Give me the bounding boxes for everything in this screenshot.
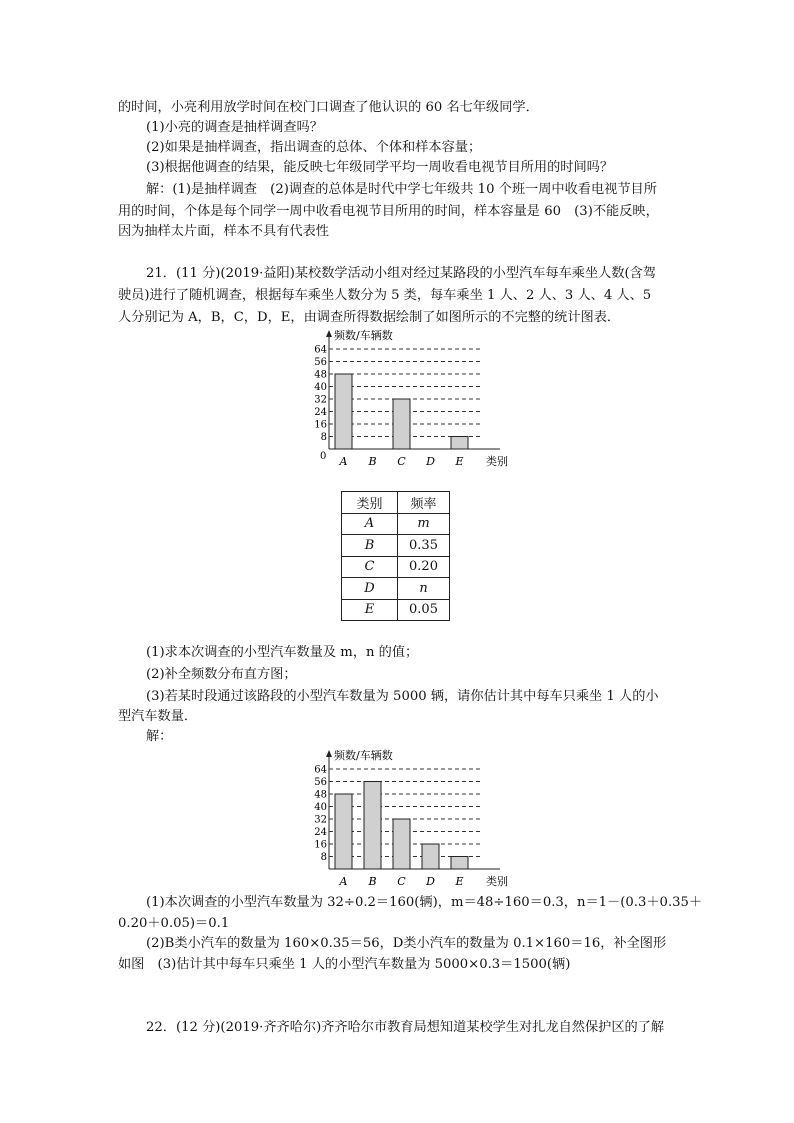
q20-sub-question: (3)根据他调查的结果，能反映七年级同学平均一周收看电视节目所用的时间吗？ <box>146 160 614 175</box>
table-cell-category: B <box>342 535 398 557</box>
x-tick-label: D <box>426 455 435 468</box>
y-tick-label: 56 <box>314 777 327 788</box>
histogram-complete <box>300 745 530 890</box>
bar-D <box>422 844 439 869</box>
bar-E <box>451 437 468 450</box>
table-row <box>342 535 450 557</box>
table-cell-frequency: m <box>398 513 450 535</box>
q21-solution-line: 如图 (3)估计其中每车只乘坐 1 人的小型汽车数量为 5000×0.3＝1500(辆) <box>118 957 571 972</box>
table-cell-category: A <box>342 513 398 535</box>
q20-sub-question: (2)如果是抽样调查，指出调查的总体、个体和样本容量； <box>146 140 482 155</box>
table-row <box>342 556 450 578</box>
q21-intro-line: 驶员)进行了随机调查，根据每车乘坐人数分为 5 类，每车乘坐 1 人、2 人、3 人、4 人、5 <box>118 288 652 303</box>
frequency-table <box>341 491 450 621</box>
table-cell-frequency: 0.35 <box>398 535 450 557</box>
y-tick-label: 56 <box>314 357 327 368</box>
y-axis-label: 频数/车辆数 <box>334 749 393 762</box>
table-cell-frequency: n <box>398 578 450 600</box>
table-header-row <box>342 492 450 514</box>
y-tick-label: 24 <box>314 407 327 418</box>
q21-question: (1)求本次调查的小型汽车数量及 m，n 的值； <box>146 645 419 660</box>
y-tick-label: 24 <box>314 827 327 838</box>
y-tick-label: 8 <box>320 432 327 443</box>
x-tick-label: B <box>368 455 377 468</box>
q21-solution-label: 解： <box>146 729 173 744</box>
table-row <box>342 513 450 535</box>
q21-question: (2)补全频数分布直方图； <box>146 667 297 682</box>
x-tick-label: E <box>455 875 464 888</box>
q20-sub-question: (1)小亮的调查是抽样调查吗？ <box>146 120 323 135</box>
bar-C <box>393 819 410 869</box>
x-tick-label: D <box>426 875 435 888</box>
q21-question: 型汽车数量． <box>118 709 198 724</box>
y-tick-label: 64 <box>314 764 327 776</box>
x-tick-label: C <box>397 455 406 468</box>
x-tick-label: C <box>397 875 406 888</box>
bar-E <box>451 857 468 870</box>
table-header-frequency: 频率 <box>398 492 450 514</box>
table-row <box>342 599 450 621</box>
q20-answer: 因为抽样太片面，样本不具有代表性 <box>118 224 329 239</box>
q21-intro-line: 人分别记为 A，B，C，D，E，由调查所得数据绘制了如图所示的不完整的统计图表． <box>118 310 621 325</box>
y-tick-label: 40 <box>314 382 327 393</box>
origin-label: 0 <box>320 451 327 462</box>
y-tick-label: 32 <box>314 814 327 826</box>
bar-A <box>335 794 352 869</box>
histogram-incomplete <box>300 325 530 470</box>
table-row <box>342 578 450 600</box>
table-cell-category: E <box>342 599 398 621</box>
bar-A <box>335 374 352 449</box>
y-tick-label: 32 <box>314 394 327 406</box>
table-cell-category: C <box>342 556 398 578</box>
y-axis-arrow <box>326 750 332 757</box>
bar-C <box>393 399 410 449</box>
q21-question: (3)若某时段通过该路段的小型汽车数量为 5000 辆，请你估计其中每车只乘坐 1 人的小 <box>146 689 659 704</box>
x-tick-label: B <box>368 875 377 888</box>
q21-intro-line: 21．(11 分)(2019·益阳)某校数学活动小组对经过某路段的小型汽车每车乘坐人数(含驾 <box>146 266 657 281</box>
q20-answer: 解：(1)是抽样调查 (2)调查的总体是时代中学七年级共 10 个班一周中收看电视节目所 <box>146 182 657 197</box>
y-tick-label: 64 <box>314 344 327 356</box>
y-tick-label: 8 <box>320 852 327 863</box>
q20-answer: 用的时间，个体是每个同学一周中收看电视节目所用的时间，样本容量是 60 (3)不能反映， <box>118 204 659 219</box>
q21-solution-line: (1)本次调查的小型汽车数量为 32÷0.2＝160(辆)，m＝48÷160＝0.3，n＝1－(0.3＋0.35＋ <box>146 895 703 910</box>
table-header-category: 类别 <box>342 492 398 514</box>
y-tick-label: 16 <box>314 839 327 851</box>
x-tick-label: A <box>339 455 348 468</box>
y-tick-label: 40 <box>314 802 327 813</box>
table-cell-category: D <box>342 578 398 600</box>
y-tick-label: 48 <box>314 369 327 381</box>
bar-B <box>364 782 381 870</box>
table-cell-frequency: 0.05 <box>398 599 450 621</box>
q22-intro-line: 22．(12 分)(2019·齐齐哈尔)齐齐哈尔市教育局想知道某校学生对扎龙自然保护区的了解 <box>146 1020 665 1035</box>
q20-text-line: 的时间，小亮利用放学时间在校门口调查了他认识的 60 名七年级同学． <box>118 100 539 115</box>
x-axis-label: 类别 <box>486 455 508 468</box>
y-axis-label: 频数/车辆数 <box>334 329 393 342</box>
y-axis-arrow <box>326 330 332 337</box>
y-tick-label: 48 <box>314 789 327 801</box>
q21-solution-line: (2)B类小汽车的数量为 160×0.35＝56，D类小汽车的数量为 0.1×160＝16，补全图形 <box>146 936 667 951</box>
x-axis-label: 类别 <box>486 875 508 888</box>
x-tick-label: E <box>455 455 464 468</box>
table-cell-frequency: 0.20 <box>398 556 450 578</box>
q21-solution-line: 0.20＋0.05)＝0.1 <box>118 916 230 931</box>
x-tick-label: A <box>339 875 348 888</box>
y-tick-label: 16 <box>314 419 327 431</box>
